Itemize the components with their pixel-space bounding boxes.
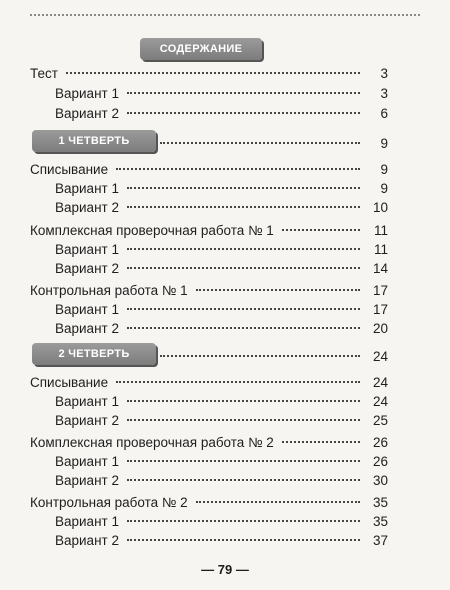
toc-entry-page: 11 (373, 223, 388, 238)
dot-leader (116, 168, 360, 170)
toc-entry-label: Вариант 1 (55, 181, 119, 196)
toc-entry[interactable] (0, 66, 450, 86)
toc-entry[interactable] (0, 283, 450, 303)
dot-leader (127, 267, 360, 269)
toc-entry-page: 10 (372, 200, 388, 215)
toc-entry[interactable] (0, 394, 450, 414)
toc-entry[interactable] (0, 302, 450, 322)
toc-entry-label: Комплексная проверочная работа № 1 (30, 223, 274, 238)
toc-entry-page: 25 (372, 413, 388, 428)
toc-entry-page: 3 (380, 66, 388, 81)
dot-leader (160, 142, 360, 144)
quarter-2-page: 24 (372, 349, 388, 364)
toc-entry-label: Списывание (30, 162, 109, 177)
dot-leader (127, 248, 360, 250)
toc-entry-page: 6 (380, 106, 388, 121)
dot-leader (127, 539, 360, 541)
dot-leader (127, 308, 360, 310)
toc-entry[interactable] (0, 162, 450, 182)
toc-entry-label: Вариант 2 (55, 321, 119, 336)
dot-leader (127, 479, 360, 481)
toc-entry[interactable] (0, 514, 450, 534)
toc-entry[interactable] (0, 223, 450, 243)
quarter-2-heading: 2 ЧЕТВЕРТЬ (32, 343, 156, 365)
toc-entry[interactable] (0, 413, 450, 433)
dot-leader (127, 206, 360, 208)
toc-entry-page: 35 (372, 495, 388, 510)
toc-entry-page: 9 (380, 162, 388, 177)
toc-entry-page: 35 (372, 514, 388, 529)
toc-entry-label: Вариант 2 (55, 473, 119, 488)
toc-entry-page: 20 (372, 321, 388, 336)
toc-entry[interactable] (0, 473, 450, 493)
toc-entry-label: Вариант 1 (55, 514, 119, 529)
quarter-1-entry[interactable] (0, 136, 450, 156)
top-dotted-rule (30, 14, 420, 16)
dot-leader (127, 400, 360, 402)
toc-entry-label: Контрольная работа № 1 (30, 283, 188, 298)
toc-entry-page: 3 (380, 86, 388, 101)
toc-entry[interactable] (0, 454, 450, 474)
dot-leader (196, 289, 360, 291)
toc-entry-label: Вариант 1 (55, 454, 119, 469)
toc-entry-page: 26 (372, 435, 388, 450)
toc-entry-label: Вариант 1 (55, 394, 119, 409)
toc-entry-page: 17 (372, 302, 388, 317)
toc-entry[interactable] (0, 242, 450, 262)
toc-entry[interactable] (0, 200, 450, 220)
toc-entry-page: 17 (372, 283, 388, 298)
toc-entry[interactable] (0, 495, 450, 515)
toc-entry-page: 26 (372, 454, 388, 469)
dot-leader (196, 501, 360, 503)
toc-entry-label: Вариант 2 (55, 261, 119, 276)
toc-entry[interactable] (0, 86, 450, 106)
toc-entry-label: Вариант 1 (55, 242, 119, 257)
dot-leader (282, 229, 360, 231)
toc-entry-label: Вариант 2 (55, 533, 119, 548)
toc-entry-label: Вариант 2 (55, 200, 119, 215)
dot-leader (127, 419, 360, 421)
toc-entry-label: Вариант 2 (55, 106, 119, 121)
page-number: — 79 — (201, 562, 249, 577)
toc-entry-label: Вариант 1 (55, 302, 119, 317)
toc-entry-page: 30 (372, 473, 388, 488)
toc-entry[interactable] (0, 533, 450, 553)
toc-entry-page: 24 (372, 375, 388, 390)
toc-entry-label: Комплексная проверочная работа № 2 (30, 435, 274, 450)
dot-leader (127, 327, 360, 329)
toc-entry[interactable] (0, 321, 450, 341)
dot-leader (160, 355, 360, 357)
toc-entry[interactable] (0, 261, 450, 281)
toc-entry-label: Вариант 2 (55, 413, 119, 428)
toc-entry[interactable] (0, 375, 450, 395)
dot-leader (116, 381, 360, 383)
dot-leader (127, 460, 360, 462)
toc-entry[interactable] (0, 435, 450, 455)
quarter-2-entry[interactable] (0, 349, 450, 369)
dot-leader (127, 112, 360, 114)
toc-entry-page: 9 (380, 181, 388, 196)
toc-entry[interactable] (0, 106, 450, 126)
toc-entry-label: Вариант 1 (55, 86, 119, 101)
contents-heading: СОДЕРЖАНИЕ (140, 38, 262, 60)
dot-leader (282, 441, 360, 443)
quarter-1-heading: 1 ЧЕТВЕРТЬ (32, 130, 156, 152)
dot-leader (127, 187, 360, 189)
dot-leader (127, 92, 360, 94)
toc-entry-page: 14 (372, 261, 388, 276)
dot-leader (66, 72, 360, 74)
toc-entry-page: 37 (372, 533, 388, 548)
toc-entry-page: 11 (373, 242, 388, 257)
quarter-1-page: 9 (380, 136, 388, 151)
toc-entry-page: 24 (372, 394, 388, 409)
toc-entry-label: Контрольная работа № 2 (30, 495, 188, 510)
dot-leader (127, 520, 360, 522)
toc-entry[interactable] (0, 181, 450, 201)
toc-entry-label: Списывание (30, 375, 109, 390)
toc-entry-label: Тест (30, 66, 58, 81)
